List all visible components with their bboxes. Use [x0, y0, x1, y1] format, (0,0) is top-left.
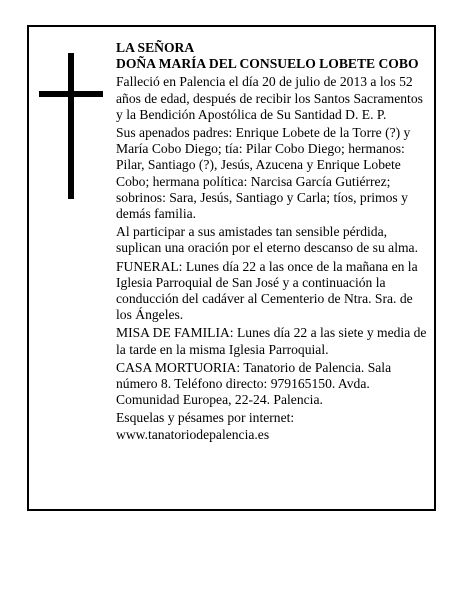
cross-vertical-bar [68, 53, 74, 199]
deceased-name: DOÑA MARÍA DEL CONSUELO LOBETE COBO [116, 56, 419, 72]
prayer-request: Al participar a sus amistades tan sensible pérdida, suplican una oración por el eterno descanso de su alma. [116, 224, 418, 256]
cross-icon [39, 53, 103, 199]
family-mass-info: MISA DE FAMILIA: Lunes día 22 a las siete y media de la tarde en la misma Iglesia Parroquial. [116, 325, 427, 357]
funeral-home-info: CASA MORTUORIA: Tanatorio de Palencia. Sala número 8. Teléfono directo: 979165150. Avda. Comunidad Europea, 22-24. Palencia. [116, 359, 392, 408]
notice-title: LA SEÑORA [116, 40, 195, 55]
funeral-info: FUNERAL: Lunes día 22 a las once de la mañana en la Iglesia Parroquial de San José y a continuación la conducción del cadáver al Cementerio de Ntra. Sra. de los Ángeles. [116, 258, 418, 323]
death-announcement: Falleció en Palencia el día 20 de julio de 2013 a los 52 años de edad, después de recibir los Santos Sacramentos y la Bendición Apostólica de Su Santidad D. E. P. [116, 74, 423, 122]
obituary-notice [27, 25, 436, 511]
cross-horizontal-bar [39, 91, 103, 97]
family-list: Sus apenados padres: Enrique Lobete de la Torre (?) y María Cobo Diego; tía: Pilar Cobo Diego; hermanos: Pilar, Santiago (?), Jesús, Azucena y Enrique Lobete Cobo; hermana política: Narcisa García Gutiérrez; sobrinos: Sara, Jesús, Santiago y Carla; tíos, primos y demás familia. [116, 125, 411, 222]
notice-content [116, 40, 428, 445]
internet-condolences: Esquelas y pésames por internet: www.tanatoriodepalencia.es [116, 410, 295, 442]
